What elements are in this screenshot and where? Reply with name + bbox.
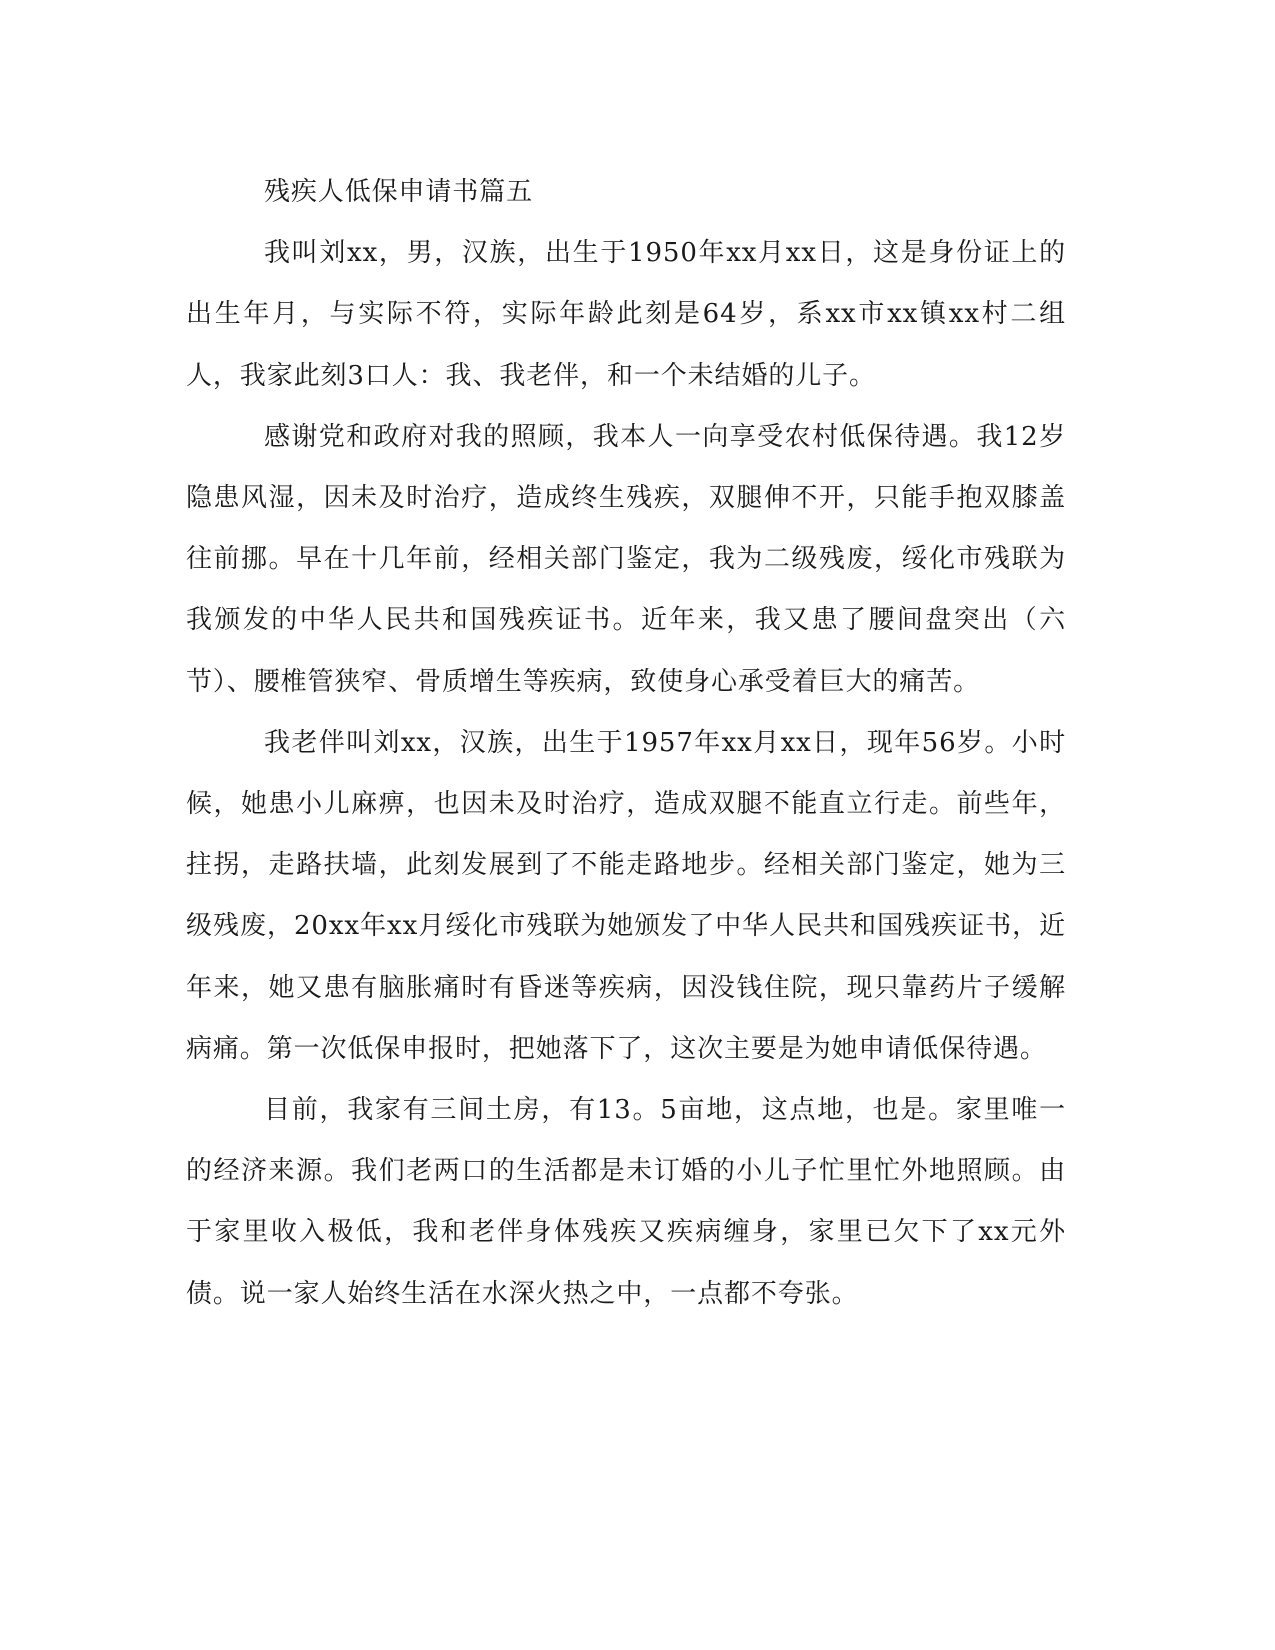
paragraph-spouse-disability: 我老伴叫刘xx，汉族，出生于1957年xx月xx日，现年56岁。小时候，她患小儿麻痹，也因未及时治疗，造成双腿不能直立行走。前些年，拄拐，走路扶墙，此刻发展到了不能走路地步。经相关部门鉴定，她为三级残废，20xx年xx月绥化市残联为她颁发了中华人民共和国残疾证书，近年来，她又患有脑胀痛时有昏迷等疾病，因没钱住院，现只靠药片子缓解病痛。第一次低保申报时，把她落下了，这次主要是为她申请低保待遇。 — [186, 727, 1066, 1064]
paragraph-personal-info: 我叫刘xx，男，汉族，出生于1950年xx月xx日，这是身份证上的出生年月，与实际不符，实际年龄此刻是64岁，系xx市xx镇xx村二组人，我家此刻3口人：我、我老伴，和一个未结婚的儿子。 — [186, 238, 1066, 391]
document-title: 残疾人低保申请书篇五 — [264, 177, 534, 207]
document-body — [186, 162, 1066, 1325]
paragraph-own-disability: 感谢党和政府对我的照顾，我本人一向享受农村低保待遇。我12岁隐患风湿，因未及时治疗，造成终生残疾，双腿伸不开，只能手抱双膝盖往前挪。早在十几年前，经相关部门鉴定，我为二级残废，绥化市残联为我颁发的中华人民共和国残疾证书。近年来，我又患了腰间盘突出（六节）、腰椎管狭窄、骨质增生等疾病，致使身心承受着巨大的痛苦。 — [186, 421, 1066, 697]
paragraph-family-finances: 目前，我家有三间土房，有13。5亩地，这点地，也是。家里唯一的经济来源。我们老两口的生活都是未订婚的小儿子忙里忙外地照顾。由于家里收入极低，我和老伴身体残疾又疾病缠身，家里已欠下了xx元外债。说一家人始终生活在水深火热之中，一点都不夸张。 — [186, 1095, 1066, 1309]
